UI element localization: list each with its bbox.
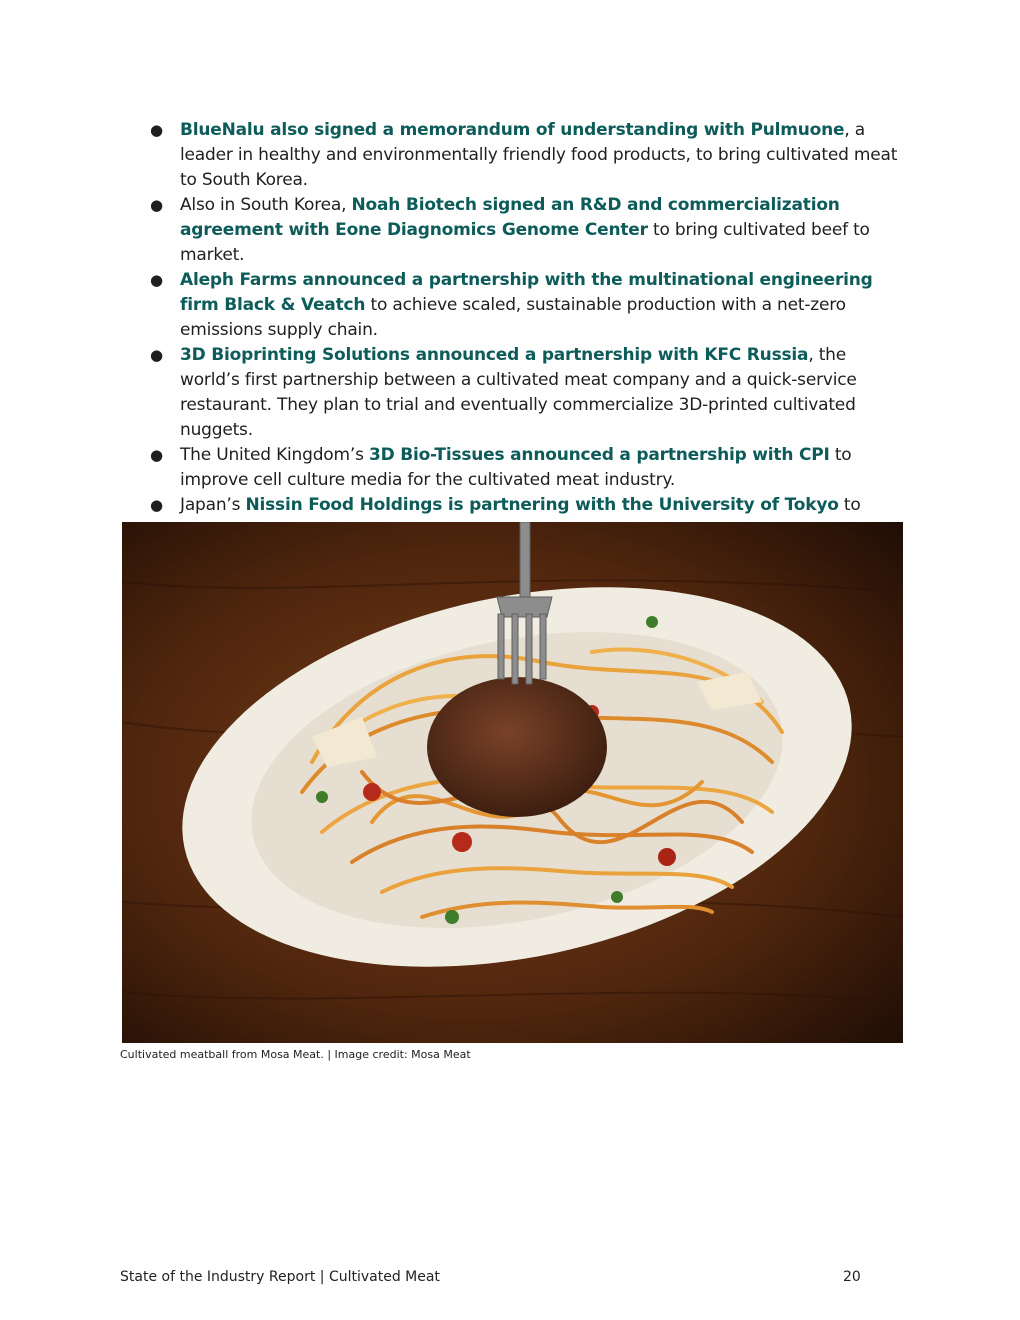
- article-link[interactable]: BlueNalu also signed a memorandum of understanding with Pulmuone: [180, 120, 845, 140]
- bullet-text: Also in South Korea,: [180, 195, 352, 215]
- bullet-text: , a leader in healthy and environmentally friendly food products, to bring cultivated meat to South Korea.: [180, 120, 898, 190]
- meatball: [427, 677, 607, 817]
- list-item: [150, 268, 900, 343]
- list-item: [150, 343, 900, 443]
- article-link[interactable]: Noah Biotech signed an R&D and commercialization agreement with Eone Diagnomics Genome Center: [180, 195, 840, 240]
- bullet-text: Japan’s: [180, 495, 246, 515]
- bullet-text: to improve cell culture media for the cultivated meat industry.: [180, 445, 852, 490]
- bullet-dot-icon: ●: [150, 346, 163, 364]
- bullet-text: to achieve scaled, sustainable production with a net-zero emissions supply chain.: [180, 295, 846, 340]
- bullet-dot-icon: ●: [150, 196, 163, 214]
- bullet-text: to: [843, 495, 861, 515]
- bullet-dot-icon: ●: [150, 446, 163, 464]
- bullet-text: to bring cultivated beef to market.: [180, 220, 870, 265]
- article-link[interactable]: 3D Bio-Tissues announced a partnership with CPI: [368, 445, 830, 465]
- bullet-dot-icon: ●: [150, 271, 163, 289]
- bullet-list: [150, 118, 900, 543]
- article-link[interactable]: Nissin Food Holdings is partnering with the University of Tokyo: [245, 495, 839, 515]
- page-number: 20: [843, 1269, 861, 1285]
- bullet-dot-icon: ●: [150, 121, 163, 139]
- bullet-text: The United Kingdom’s: [180, 445, 369, 465]
- photo-caption: Cultivated meatball from Mosa Meat. | Image credit: Mosa Meat: [120, 1048, 471, 1061]
- list-item: [150, 118, 900, 193]
- photo-illustration: [122, 522, 903, 1043]
- list-item: [150, 443, 900, 493]
- article-link[interactable]: Aleph Farms announced a partnership with the multinational engineering firm Black & Veatch: [180, 270, 873, 315]
- bullet-dot-icon: ●: [150, 496, 163, 514]
- bullet-text: , the world’s first partnership between a cultivated meat company and a quick-service restaurant. They plan to trial and eventually commercialize 3D-printed cultivated nuggets.: [180, 345, 857, 440]
- footer-title: State of the Industry Report | Cultivated Meat: [120, 1269, 440, 1285]
- article-link[interactable]: 3D Bioprinting Solutions announced a partnership with KFC Russia: [180, 345, 809, 365]
- list-item: [150, 193, 900, 268]
- photo-meatball-spaghetti: [122, 522, 903, 1043]
